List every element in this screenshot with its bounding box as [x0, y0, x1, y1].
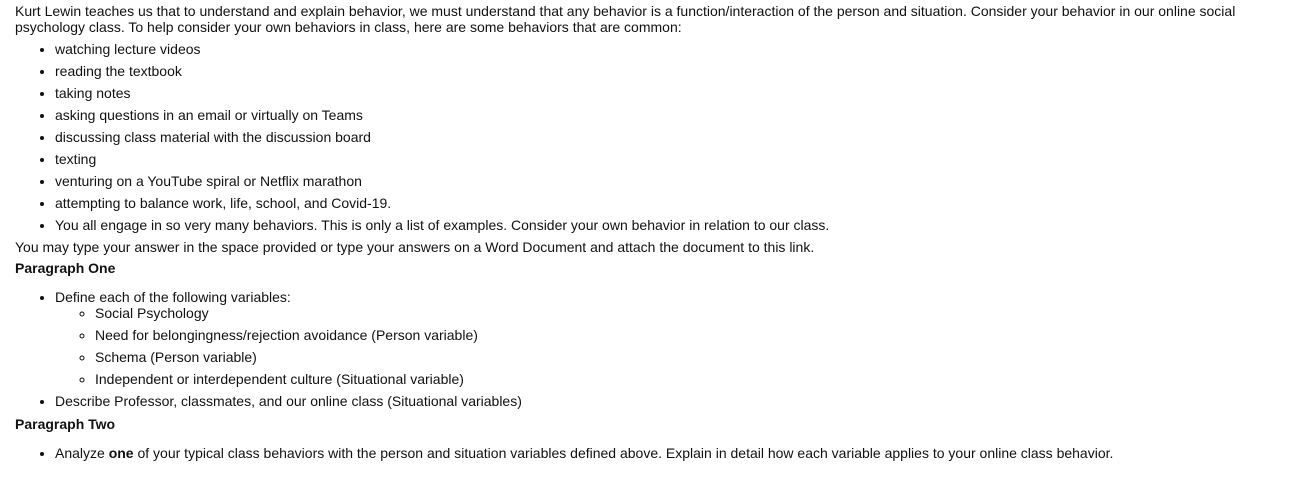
- list-item: • venturing on a YouTube spiral or Netflix marathon: [55, 173, 1278, 189]
- list-item: • attempting to balance work, life, school, and Covid-19.: [55, 195, 1278, 211]
- analyze-emphasis: one: [108, 445, 134, 461]
- behaviors-list: [15, 41, 1278, 233]
- submission-instruction: You may type your answer in the space provided or type your answers on a Word Document and attach the document to this link.: [15, 239, 815, 255]
- analyze-prefix: Analyze: [55, 445, 109, 461]
- list-item: • discussing class material with the discussion board: [55, 129, 1278, 145]
- variable-item: ◦ Independent or interdependent culture (Situational variable): [95, 371, 1278, 387]
- paragraph-two-heading: Paragraph Two: [15, 416, 116, 432]
- list-item: • asking questions in an email or virtually on Teams: [55, 107, 1278, 123]
- variable-item: ◦ Social Psychology: [95, 305, 1278, 321]
- list-item-analyze: [55, 445, 1278, 461]
- paragraph-one-list: [15, 289, 1278, 409]
- list-item: • taking notes: [55, 85, 1278, 101]
- variable-item: ◦ Need for belongingness/rejection avoidance (Person variable): [95, 327, 1278, 343]
- intro-paragraph: Kurt Lewin teaches us that to understand and explain behavior, we must understand that any behavior is a function/interaction of the person and situation. Consider your behavior in our online social psychology class. To help consider your own behaviors in class, here are some behaviors that are common:: [15, 3, 1236, 35]
- list-item: • You all engage in so very many behaviors. This is only a list of examples. Consider your own behavior in relation to our class.: [55, 217, 1278, 233]
- list-item-describe: • Describe Professor, classmates, and our online class (Situational variables): [55, 393, 1278, 409]
- paragraph-one-heading: Paragraph One: [15, 260, 116, 276]
- paragraph-two-list: [15, 445, 1278, 461]
- variables-list: [55, 305, 1278, 387]
- list-item: • watching lecture videos: [55, 41, 1278, 57]
- analyze-suffix: of your typical class behaviors with the person and situation variables defined above. Explain in detail how each variable applies to your online class behavior.: [133, 445, 1114, 461]
- list-item: • reading the textbook: [55, 63, 1278, 79]
- define-label: Define each of the following variables:: [55, 289, 291, 305]
- variable-item: ◦ Schema (Person variable): [95, 349, 1278, 365]
- list-item-define: [55, 289, 1278, 387]
- list-item: • texting: [55, 151, 1278, 167]
